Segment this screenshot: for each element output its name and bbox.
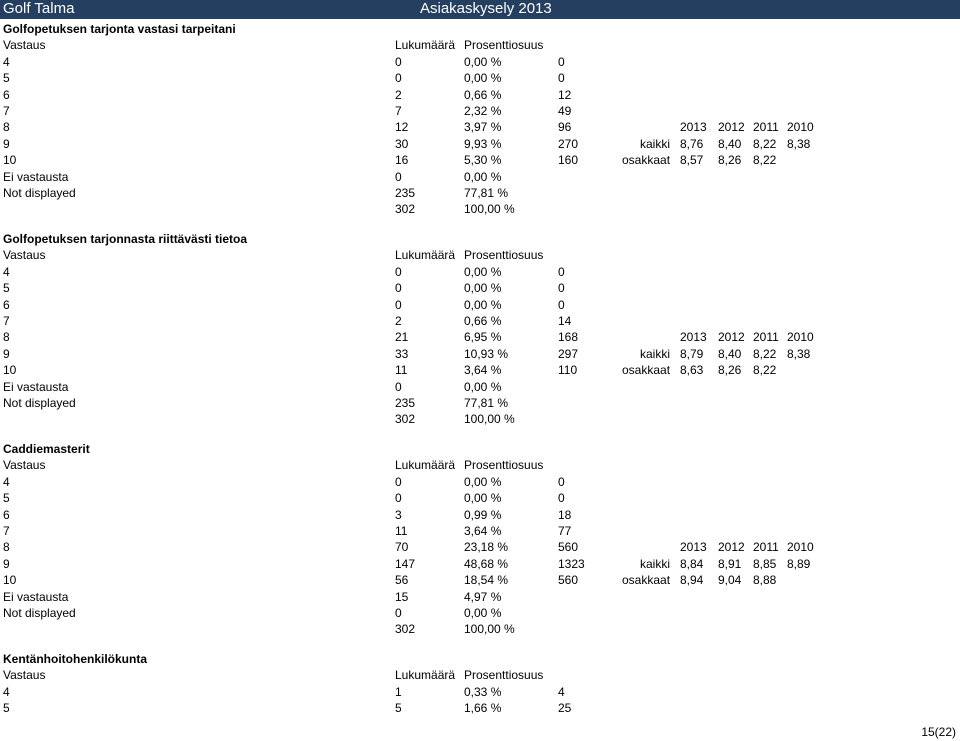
percent-cell: 1,66 % xyxy=(464,701,502,716)
count-cell: 0 xyxy=(395,264,402,279)
answer-cell: 6 xyxy=(3,87,10,102)
count-cell: 302 xyxy=(395,202,416,217)
group-label-cell: osakkaat xyxy=(622,363,671,378)
percent-cell: 0,00 % xyxy=(464,281,502,296)
year-2011-cell: 8,85 xyxy=(753,556,777,571)
percent-cell: 0,33 % xyxy=(464,684,502,699)
points-cell: 14 xyxy=(558,314,572,328)
count-cell: 302 xyxy=(395,622,416,637)
answer-cell: 10 xyxy=(3,153,17,168)
count-cell: 15 xyxy=(395,589,409,604)
answer-cell: 8 xyxy=(3,120,10,135)
count-cell: 11 xyxy=(395,363,408,378)
percent-cell: 3,97 % xyxy=(464,120,502,135)
column-header-prosenttiosuus: Prosenttiosuus xyxy=(464,668,544,683)
percent-cell: 100,00 % xyxy=(464,412,515,427)
answer-cell: 10 xyxy=(3,573,17,588)
column-header-lukumaara: Lukumäärä xyxy=(395,38,456,53)
points-cell: 110 xyxy=(558,363,578,378)
percent-cell: 6,95 % xyxy=(464,330,502,345)
answer-cell: 7 xyxy=(3,524,10,538)
count-cell: 16 xyxy=(395,153,409,168)
count-cell: 0 xyxy=(395,71,402,86)
points-cell: 0 xyxy=(558,54,565,69)
year-2011-cell: 8,22 xyxy=(753,346,777,361)
count-cell: 33 xyxy=(395,346,409,361)
year-2013-cell: 2013 xyxy=(680,120,707,135)
group-label-cell: kaikki xyxy=(639,346,670,361)
percent-cell: 18,54 % xyxy=(464,573,509,588)
count-cell: 235 xyxy=(395,186,416,200)
points-cell: 4 xyxy=(558,684,565,699)
answer-cell: 4 xyxy=(3,54,10,69)
answer-cell: 6 xyxy=(3,507,10,522)
year-2013-cell: 8,94 xyxy=(680,573,704,588)
percent-cell: 0,00 % xyxy=(464,606,502,620)
percent-cell: 0,66 % xyxy=(464,87,502,102)
count-cell: 302 xyxy=(395,412,416,427)
answer-cell: 5 xyxy=(3,71,10,86)
year-2013-cell: 8,57 xyxy=(680,153,704,168)
year-2013-cell: 8,84 xyxy=(680,556,704,571)
page-number: 15(22) xyxy=(921,725,956,739)
column-header-vastaus: Vastaus xyxy=(3,248,46,263)
count-cell: 2 xyxy=(395,314,402,328)
points-cell: 560 xyxy=(558,573,579,588)
count-cell: 0 xyxy=(395,297,402,312)
points-cell: 560 xyxy=(558,540,579,555)
percent-cell: 0,00 % xyxy=(464,264,502,279)
count-cell: 0 xyxy=(395,491,402,506)
answer-cell: 4 xyxy=(3,684,10,699)
points-cell: 270 xyxy=(558,136,579,151)
count-cell: 70 xyxy=(395,540,409,555)
points-cell: 12 xyxy=(558,87,572,102)
count-cell: 0 xyxy=(395,474,402,489)
year-2013-cell: 2013 xyxy=(680,330,707,345)
answer-cell: 5 xyxy=(3,701,10,716)
percent-cell: 0,00 % xyxy=(464,474,502,489)
app-title: Golf Talma xyxy=(3,0,75,17)
percent-cell: 0,00 % xyxy=(464,169,502,184)
column-header-vastaus: Vastaus xyxy=(3,668,46,683)
count-cell: 3 xyxy=(395,507,402,522)
answer-cell: Ei vastausta xyxy=(3,589,69,604)
column-header-prosenttiosuus: Prosenttiosuus xyxy=(464,38,544,53)
year-2012-cell: 8,40 xyxy=(718,136,742,151)
count-cell: 7 xyxy=(395,104,402,118)
year-2012-cell: 2012 xyxy=(718,540,745,555)
column-header-vastaus: Vastaus xyxy=(3,458,46,473)
percent-cell: 0,00 % xyxy=(464,379,502,394)
year-2010-cell: 8,38 xyxy=(787,136,811,151)
points-cell: 168 xyxy=(558,330,579,345)
percent-cell: 3,64 % xyxy=(464,363,502,378)
percent-cell: 100,00 % xyxy=(464,202,515,217)
percent-cell: 48,68 % xyxy=(464,556,509,571)
year-2011-cell: 8,22 xyxy=(753,363,777,378)
points-cell: 0 xyxy=(558,281,565,296)
answer-cell: 7 xyxy=(3,314,10,328)
column-header-lukumaara: Lukumäärä xyxy=(395,458,456,473)
answer-cell: 9 xyxy=(3,346,10,361)
year-2010-cell: 8,38 xyxy=(787,346,811,361)
answer-cell: 4 xyxy=(3,264,10,279)
section-title: Kentänhoitohenkilökunta xyxy=(3,652,147,666)
count-cell: 12 xyxy=(395,120,409,135)
answer-cell: 9 xyxy=(3,136,10,151)
points-cell: 0 xyxy=(558,491,565,506)
points-cell: 49 xyxy=(558,104,572,118)
year-2010-cell: 2010 xyxy=(787,540,814,555)
section-title: Caddiemasterit xyxy=(3,442,90,456)
column-header-lukumaara: Lukumäärä xyxy=(395,668,456,683)
percent-cell: 2,32 % xyxy=(464,104,502,118)
percent-cell: 23,18 % xyxy=(464,540,509,555)
survey-title: Asiakaskysely 2013 xyxy=(420,0,552,17)
points-cell: 160 xyxy=(558,153,579,168)
percent-cell: 5,30 % xyxy=(464,153,502,168)
points-cell: 1323 xyxy=(558,556,585,571)
percent-cell: 0,00 % xyxy=(464,491,502,506)
answer-cell: 7 xyxy=(3,104,10,118)
percent-cell: 0,99 % xyxy=(464,507,502,522)
points-cell: 77 xyxy=(558,524,572,538)
count-cell: 235 xyxy=(395,396,416,410)
answer-cell: Not displayed xyxy=(3,396,76,410)
year-2012-cell: 8,40 xyxy=(718,346,742,361)
count-cell: 0 xyxy=(395,54,402,69)
percent-cell: 77,81 % xyxy=(464,186,509,200)
group-label-cell: kaikki xyxy=(639,136,670,151)
year-2013-cell: 8,63 xyxy=(680,363,704,378)
answer-cell: 10 xyxy=(3,363,17,378)
percent-cell: 0,00 % xyxy=(464,297,502,312)
count-cell: 2 xyxy=(395,87,402,102)
answer-cell: 8 xyxy=(3,330,10,345)
group-label-cell: osakkaat xyxy=(622,573,671,588)
section-title: Golfopetuksen tarjonta vastasi tarpeitani xyxy=(3,22,236,36)
answer-cell: Ei vastausta xyxy=(3,379,69,394)
answer-cell: 5 xyxy=(3,281,10,296)
column-header-lukumaara: Lukumäärä xyxy=(395,248,456,263)
percent-cell: 0,66 % xyxy=(464,314,502,328)
year-2012-cell: 2012 xyxy=(718,120,745,135)
year-2013-cell: 8,79 xyxy=(680,346,704,361)
section-title: Golfopetuksen tarjonnasta riittävästi tietoa xyxy=(3,232,248,246)
percent-cell: 0,00 % xyxy=(464,54,502,69)
answer-cell: 4 xyxy=(3,474,10,489)
column-header-prosenttiosuus: Prosenttiosuus xyxy=(464,458,544,473)
count-cell: 30 xyxy=(395,136,409,151)
answer-cell: 9 xyxy=(3,556,10,571)
points-cell: 0 xyxy=(558,297,565,312)
answer-cell: 8 xyxy=(3,540,10,555)
year-2012-cell: 8,26 xyxy=(718,363,742,378)
answer-cell: Not displayed xyxy=(3,186,76,200)
points-cell: 297 xyxy=(558,346,579,361)
year-2010-cell: 2010 xyxy=(787,120,814,135)
percent-cell: 77,81 % xyxy=(464,396,509,410)
column-header-prosenttiosuus: Prosenttiosuus xyxy=(464,248,544,263)
count-cell: 147 xyxy=(395,556,416,571)
year-2011-cell: 2011 xyxy=(753,120,779,135)
count-cell: 0 xyxy=(395,169,402,184)
points-cell: 0 xyxy=(558,264,565,279)
year-2011-cell: 2011 xyxy=(753,330,779,345)
year-2013-cell: 2013 xyxy=(680,540,707,555)
year-2010-cell: 2010 xyxy=(787,330,814,345)
count-cell: 0 xyxy=(395,281,402,296)
year-2011-cell: 8,22 xyxy=(753,136,777,151)
group-label-cell: osakkaat xyxy=(622,153,671,168)
percent-cell: 3,64 % xyxy=(464,524,502,538)
count-cell: 0 xyxy=(395,606,402,620)
year-2012-cell: 8,91 xyxy=(718,556,742,571)
count-cell: 5 xyxy=(395,701,402,716)
points-cell: 96 xyxy=(558,120,572,135)
year-2013-cell: 8,76 xyxy=(680,136,704,151)
year-2011-cell: 2011 xyxy=(753,540,779,555)
year-2010-cell: 8,89 xyxy=(787,556,811,571)
group-label-cell: kaikki xyxy=(639,556,670,571)
count-cell: 1 xyxy=(395,684,402,699)
count-cell: 56 xyxy=(395,573,409,588)
points-cell: 18 xyxy=(558,507,572,522)
answer-cell: Ei vastausta xyxy=(3,169,69,184)
answer-cell: 6 xyxy=(3,297,10,312)
answer-cell: Not displayed xyxy=(3,606,76,620)
points-cell: 0 xyxy=(558,474,565,489)
year-2012-cell: 9,04 xyxy=(718,573,742,588)
points-cell: 25 xyxy=(558,701,572,716)
points-cell: 0 xyxy=(558,71,565,86)
count-cell: 11 xyxy=(395,524,408,538)
percent-cell: 4,97 % xyxy=(464,589,502,604)
percent-cell: 9,93 % xyxy=(464,136,502,151)
count-cell: 0 xyxy=(395,379,402,394)
percent-cell: 0,00 % xyxy=(464,71,502,86)
year-2012-cell: 2012 xyxy=(718,330,745,345)
answer-cell: 5 xyxy=(3,491,10,506)
year-2012-cell: 8,26 xyxy=(718,153,742,168)
percent-cell: 10,93 % xyxy=(464,346,509,361)
count-cell: 21 xyxy=(395,330,409,345)
column-header-vastaus: Vastaus xyxy=(3,38,46,53)
percent-cell: 100,00 % xyxy=(464,622,515,637)
year-2011-cell: 8,88 xyxy=(753,573,777,588)
year-2011-cell: 8,22 xyxy=(753,153,777,168)
